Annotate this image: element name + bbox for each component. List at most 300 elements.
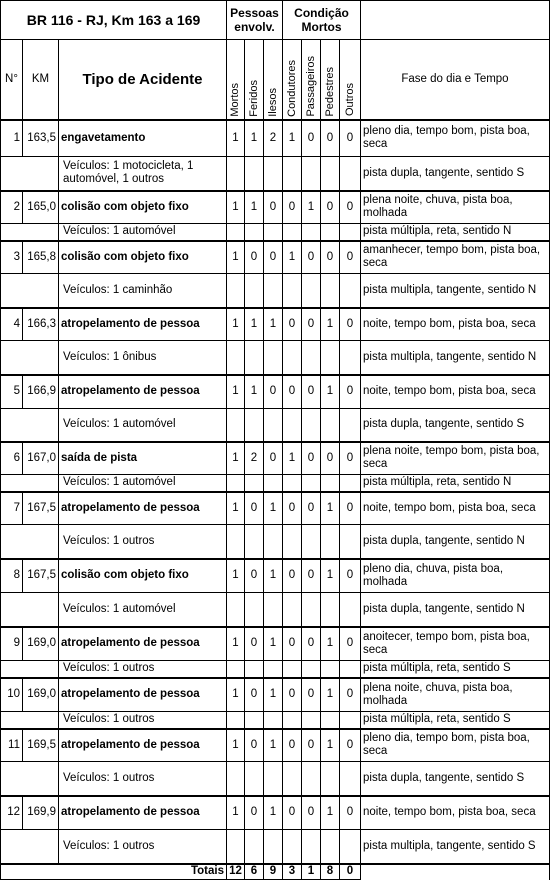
cell-km: 169,0 bbox=[23, 678, 59, 712]
cell-passageiros: 0 bbox=[302, 375, 321, 409]
cell-outros: 0 bbox=[340, 442, 361, 475]
total-ilesos: 9 bbox=[264, 864, 283, 880]
cell-fase: noite, tempo bom, pista boa, seca bbox=[361, 375, 550, 409]
blank-cell bbox=[227, 274, 245, 308]
cell-ilesos: 0 bbox=[264, 375, 283, 409]
cell-veiculos: Veículos: 1 motocicleta, 1 automóvel, 1 outros bbox=[59, 157, 227, 191]
blank-cell bbox=[340, 224, 361, 241]
total-mortos: 12 bbox=[227, 864, 245, 880]
cell-veiculos: Veículos: 1 outros bbox=[59, 661, 227, 678]
cell-veiculos: Veículos: 1 automóvel bbox=[59, 475, 227, 492]
cell-fase: plena noite, chuva, pista boa, molhada bbox=[361, 678, 550, 712]
cell-n: 10 bbox=[1, 678, 23, 712]
blank-cell bbox=[264, 409, 283, 442]
blank-cell bbox=[245, 830, 264, 864]
cell-tipo: atropelamento de pessoa bbox=[59, 492, 227, 525]
blank-cell bbox=[321, 157, 340, 191]
blank-cell bbox=[321, 762, 340, 796]
cell-veiculos: Veículos: 1 automóvel bbox=[59, 224, 227, 241]
blank-cell bbox=[1, 341, 59, 375]
blank-cell bbox=[227, 712, 245, 729]
table-subrow bbox=[1, 224, 550, 241]
cell-feridos: 1 bbox=[245, 375, 264, 409]
blank-cell bbox=[264, 661, 283, 678]
blank-cell bbox=[264, 475, 283, 492]
blank-cell bbox=[321, 661, 340, 678]
cell-n: 8 bbox=[1, 559, 23, 593]
blank-cell bbox=[302, 762, 321, 796]
cell-pista: pista multipla, tangente, sentido S bbox=[361, 830, 550, 864]
cell-pista: pista dupla, tangente, sentido S bbox=[361, 157, 550, 191]
cell-km: 169,9 bbox=[23, 796, 59, 830]
blank-cell bbox=[283, 224, 302, 241]
cell-ilesos: 1 bbox=[264, 729, 283, 762]
cell-km: 166,3 bbox=[23, 308, 59, 341]
table-subrow bbox=[1, 593, 550, 627]
blank-cell bbox=[321, 830, 340, 864]
blank-cell bbox=[302, 274, 321, 308]
blank-cell bbox=[340, 157, 361, 191]
cell-n: 6 bbox=[1, 442, 23, 475]
cell-feridos: 0 bbox=[245, 729, 264, 762]
cell-pedestres: 0 bbox=[321, 120, 340, 157]
cell-fase: noite, tempo bom, pista boa, seca bbox=[361, 308, 550, 341]
table-subrow bbox=[1, 274, 550, 308]
blank-cell bbox=[321, 593, 340, 627]
cell-n: 12 bbox=[1, 796, 23, 830]
cell-veiculos: Veículos: 1 outros bbox=[59, 762, 227, 796]
table-row bbox=[1, 442, 550, 475]
cell-pedestres: 1 bbox=[321, 492, 340, 525]
cell-fase: pleno dia, chuva, pista boa, molhada bbox=[361, 559, 550, 593]
cell-outros: 0 bbox=[340, 559, 361, 593]
cell-ilesos: 0 bbox=[264, 191, 283, 224]
header-passageiros: Passageiros bbox=[304, 55, 317, 117]
blank-cell bbox=[302, 525, 321, 559]
table-row bbox=[1, 308, 550, 341]
cell-mortos: 1 bbox=[227, 120, 245, 157]
blank-cell bbox=[302, 157, 321, 191]
cell-condutores: 0 bbox=[283, 375, 302, 409]
blank-cell bbox=[245, 274, 264, 308]
cell-ilesos: 0 bbox=[264, 241, 283, 274]
blank-cell bbox=[245, 409, 264, 442]
cell-outros: 0 bbox=[340, 678, 361, 712]
blank-cell bbox=[283, 762, 302, 796]
cell-veiculos: Veículos: 1 outros bbox=[59, 830, 227, 864]
table-subrow bbox=[1, 762, 550, 796]
total-cond: 3 bbox=[283, 864, 302, 880]
cell-mortos: 1 bbox=[227, 375, 245, 409]
cell-condutores: 0 bbox=[283, 191, 302, 224]
blank-cell bbox=[1, 712, 59, 729]
cell-veiculos: Veículos: 1 ônibus bbox=[59, 341, 227, 375]
blank-cell bbox=[227, 762, 245, 796]
cell-pista: pista multipla, tangente, sentido N bbox=[361, 341, 550, 375]
cell-km: 165,0 bbox=[23, 191, 59, 224]
cell-feridos: 2 bbox=[245, 442, 264, 475]
cell-tipo: engavetamento bbox=[59, 120, 227, 157]
cell-passageiros: 0 bbox=[302, 678, 321, 712]
cell-feridos: 0 bbox=[245, 492, 264, 525]
cell-km: 167,5 bbox=[23, 559, 59, 593]
cell-veiculos: Veículos: 1 outros bbox=[59, 525, 227, 559]
cell-pista: pista dupla, tangente, sentido S bbox=[361, 409, 550, 442]
cell-mortos: 1 bbox=[227, 796, 245, 830]
header-condutores: Condutores bbox=[285, 59, 298, 117]
blank-cell bbox=[1, 274, 59, 308]
table-subrow bbox=[1, 830, 550, 864]
cell-pedestres: 1 bbox=[321, 559, 340, 593]
blank-cell bbox=[302, 341, 321, 375]
cell-pista: pista dupla, tangente, sentido N bbox=[361, 525, 550, 559]
cell-pedestres: 1 bbox=[321, 308, 340, 341]
group-pessoas-header: Pessoas envolv. bbox=[227, 1, 283, 40]
blank-cell bbox=[1, 157, 59, 191]
cell-pedestres: 0 bbox=[321, 241, 340, 274]
blank-cell bbox=[302, 661, 321, 678]
blank-cell bbox=[1, 409, 59, 442]
cell-fase: noite, tempo bom, pista boa, seca bbox=[361, 492, 550, 525]
cell-tipo: atropelamento de pessoa bbox=[59, 627, 227, 661]
blank-cell bbox=[264, 712, 283, 729]
cell-tipo: colisão com objeto fixo bbox=[59, 241, 227, 274]
cell-outros: 0 bbox=[340, 729, 361, 762]
blank-cell bbox=[283, 475, 302, 492]
cell-mortos: 1 bbox=[227, 241, 245, 274]
blank-cell bbox=[264, 830, 283, 864]
table-title: BR 116 - RJ, Km 163 a 169 bbox=[1, 1, 227, 40]
blank-cell bbox=[321, 409, 340, 442]
cell-veiculos: Veículos: 1 caminhão bbox=[59, 274, 227, 308]
cell-pedestres: 1 bbox=[321, 678, 340, 712]
blank-cell bbox=[1, 661, 59, 678]
table-subrow bbox=[1, 157, 550, 191]
blank-cell bbox=[264, 762, 283, 796]
cell-veiculos: Veículos: 1 automóvel bbox=[59, 409, 227, 442]
cell-outros: 0 bbox=[340, 308, 361, 341]
blank-cell bbox=[245, 661, 264, 678]
cell-passageiros: 0 bbox=[302, 627, 321, 661]
table-row bbox=[1, 796, 550, 830]
cell-fase: amanhecer, tempo bom, pista boa, seca bbox=[361, 241, 550, 274]
total-pass: 1 bbox=[302, 864, 321, 880]
cell-pista: pista múltipla, reta, sentido S bbox=[361, 712, 550, 729]
cell-ilesos: 1 bbox=[264, 627, 283, 661]
cell-ilesos: 2 bbox=[264, 120, 283, 157]
header-n: N° bbox=[1, 40, 23, 120]
cell-tipo: atropelamento de pessoa bbox=[59, 729, 227, 762]
table-subrow bbox=[1, 409, 550, 442]
blank-cell bbox=[283, 157, 302, 191]
blank-cell bbox=[245, 593, 264, 627]
blank-cell bbox=[321, 224, 340, 241]
blank-cell bbox=[1, 475, 59, 492]
blank-cell bbox=[227, 593, 245, 627]
cell-feridos: 0 bbox=[245, 241, 264, 274]
cell-veiculos: Veículos: 1 automóvel bbox=[59, 593, 227, 627]
cell-mortos: 1 bbox=[227, 627, 245, 661]
blank-cell bbox=[321, 475, 340, 492]
blank-cell bbox=[1, 593, 59, 627]
cell-condutores: 0 bbox=[283, 627, 302, 661]
cell-tipo: colisão com objeto fixo bbox=[59, 559, 227, 593]
table-row bbox=[1, 729, 550, 762]
blank-cell bbox=[302, 830, 321, 864]
cell-n: 5 bbox=[1, 375, 23, 409]
table-row bbox=[1, 492, 550, 525]
cell-feridos: 1 bbox=[245, 191, 264, 224]
header-km: KM bbox=[23, 40, 59, 120]
cell-feridos: 1 bbox=[245, 308, 264, 341]
blank-cell bbox=[227, 157, 245, 191]
header-tipo: Tipo de Acidente bbox=[59, 40, 227, 120]
blank-cell bbox=[340, 593, 361, 627]
cell-mortos: 1 bbox=[227, 442, 245, 475]
cell-condutores: 1 bbox=[283, 442, 302, 475]
blank-cell bbox=[302, 475, 321, 492]
cell-ilesos: 1 bbox=[264, 492, 283, 525]
header-blank bbox=[361, 1, 550, 40]
cell-pista: pista dupla, tangente, sentido N bbox=[361, 593, 550, 627]
cell-tipo: atropelamento de pessoa bbox=[59, 308, 227, 341]
cell-mortos: 1 bbox=[227, 308, 245, 341]
cell-outros: 0 bbox=[340, 796, 361, 830]
cell-pista: pista múltipla, reta, sentido N bbox=[361, 475, 550, 492]
totals-row bbox=[1, 864, 550, 880]
table-subrow bbox=[1, 525, 550, 559]
blank-cell bbox=[283, 830, 302, 864]
cell-passageiros: 0 bbox=[302, 120, 321, 157]
cell-tipo: atropelamento de pessoa bbox=[59, 678, 227, 712]
cell-feridos: 0 bbox=[245, 559, 264, 593]
blank-cell bbox=[283, 409, 302, 442]
cell-km: 169,0 bbox=[23, 627, 59, 661]
table-row bbox=[1, 191, 550, 224]
cell-passageiros: 1 bbox=[302, 191, 321, 224]
cell-condutores: 0 bbox=[283, 678, 302, 712]
cell-feridos: 0 bbox=[245, 678, 264, 712]
header-pedestres: Pedestres bbox=[323, 66, 336, 117]
cell-pedestres: 1 bbox=[321, 729, 340, 762]
blank-cell bbox=[1, 762, 59, 796]
blank-cell bbox=[340, 830, 361, 864]
blank-cell bbox=[361, 864, 550, 880]
blank-cell bbox=[340, 712, 361, 729]
header-feridos: Feridos bbox=[247, 79, 260, 117]
blank-cell bbox=[321, 341, 340, 375]
totals-label: Totais bbox=[1, 864, 227, 880]
cell-outros: 0 bbox=[340, 492, 361, 525]
table-row bbox=[1, 678, 550, 712]
total-feridos: 6 bbox=[245, 864, 264, 880]
cell-n: 7 bbox=[1, 492, 23, 525]
blank-cell bbox=[283, 341, 302, 375]
cell-n: 2 bbox=[1, 191, 23, 224]
cell-condutores: 0 bbox=[283, 796, 302, 830]
total-ped: 8 bbox=[321, 864, 340, 880]
cell-n: 1 bbox=[1, 120, 23, 157]
blank-cell bbox=[245, 224, 264, 241]
cell-km: 169,5 bbox=[23, 729, 59, 762]
cell-pista: pista multipla, tangente, sentido N bbox=[361, 274, 550, 308]
cell-mortos: 1 bbox=[227, 678, 245, 712]
cell-veiculos: Veículos: 1 outros bbox=[59, 712, 227, 729]
cell-condutores: 0 bbox=[283, 308, 302, 341]
blank-cell bbox=[283, 661, 302, 678]
blank-cell bbox=[321, 525, 340, 559]
cell-pedestres: 0 bbox=[321, 442, 340, 475]
blank-cell bbox=[245, 762, 264, 796]
cell-km: 166,9 bbox=[23, 375, 59, 409]
cell-passageiros: 0 bbox=[302, 492, 321, 525]
blank-cell bbox=[1, 224, 59, 241]
blank-cell bbox=[245, 712, 264, 729]
blank-cell bbox=[321, 274, 340, 308]
cell-fase: pleno dia, tempo bom, pista boa, seca bbox=[361, 729, 550, 762]
cell-km: 167,0 bbox=[23, 442, 59, 475]
blank-cell bbox=[340, 341, 361, 375]
table-row bbox=[1, 120, 550, 157]
blank-cell bbox=[340, 475, 361, 492]
cell-pedestres: 0 bbox=[321, 191, 340, 224]
blank-cell bbox=[302, 712, 321, 729]
cell-mortos: 1 bbox=[227, 559, 245, 593]
cell-ilesos: 1 bbox=[264, 308, 283, 341]
cell-ilesos: 1 bbox=[264, 559, 283, 593]
blank-cell bbox=[227, 224, 245, 241]
blank-cell bbox=[264, 274, 283, 308]
cell-n: 3 bbox=[1, 241, 23, 274]
blank-cell bbox=[227, 525, 245, 559]
table-subrow bbox=[1, 341, 550, 375]
blank-cell bbox=[245, 525, 264, 559]
blank-cell bbox=[1, 830, 59, 864]
cell-pista: pista dupla, tangente, sentido S bbox=[361, 762, 550, 796]
blank-cell bbox=[302, 224, 321, 241]
cell-mortos: 1 bbox=[227, 729, 245, 762]
blank-cell bbox=[340, 762, 361, 796]
cell-fase: anoitecer, tempo bom, pista boa, seca bbox=[361, 627, 550, 661]
cell-fase: pleno dia, tempo bom, pista boa, seca bbox=[361, 120, 550, 157]
blank-cell bbox=[245, 157, 264, 191]
blank-cell bbox=[227, 341, 245, 375]
cell-condutores: 0 bbox=[283, 492, 302, 525]
cell-outros: 0 bbox=[340, 375, 361, 409]
blank-cell bbox=[340, 525, 361, 559]
header-mortos: Mortos bbox=[229, 82, 241, 117]
cell-condutores: 0 bbox=[283, 729, 302, 762]
blank-cell bbox=[264, 593, 283, 627]
cell-fase: noite, tempo bom, pista boa, seca bbox=[361, 796, 550, 830]
blank-cell bbox=[340, 274, 361, 308]
cell-outros: 0 bbox=[340, 191, 361, 224]
total-out: 0 bbox=[340, 864, 361, 880]
cell-km: 167,5 bbox=[23, 492, 59, 525]
blank-cell bbox=[245, 475, 264, 492]
table-subrow bbox=[1, 661, 550, 678]
blank-cell bbox=[264, 341, 283, 375]
header-outros: Outros bbox=[343, 83, 356, 117]
cell-condutores: 0 bbox=[283, 559, 302, 593]
cell-passageiros: 0 bbox=[302, 729, 321, 762]
cell-pista: pista múltipla, reta, sentido N bbox=[361, 224, 550, 241]
cell-n: 4 bbox=[1, 308, 23, 341]
group-condicao-header: Condição Mortos bbox=[283, 1, 361, 40]
blank-cell bbox=[283, 712, 302, 729]
table-subrow bbox=[1, 475, 550, 492]
blank-cell bbox=[264, 525, 283, 559]
table-row bbox=[1, 627, 550, 661]
header-ilesos: Ilesos bbox=[266, 87, 279, 117]
blank-cell bbox=[302, 593, 321, 627]
cell-pista: pista múltipla, reta, sentido S bbox=[361, 661, 550, 678]
blank-cell bbox=[227, 830, 245, 864]
cell-tipo: atropelamento de pessoa bbox=[59, 375, 227, 409]
blank-cell bbox=[283, 525, 302, 559]
blank-cell bbox=[227, 661, 245, 678]
cell-feridos: 0 bbox=[245, 796, 264, 830]
cell-tipo: colisão com objeto fixo bbox=[59, 191, 227, 224]
table-subrow bbox=[1, 712, 550, 729]
cell-n: 9 bbox=[1, 627, 23, 661]
blank-cell bbox=[264, 224, 283, 241]
blank-cell bbox=[321, 712, 340, 729]
cell-outros: 0 bbox=[340, 627, 361, 661]
cell-passageiros: 0 bbox=[302, 559, 321, 593]
cell-pedestres: 1 bbox=[321, 627, 340, 661]
cell-outros: 0 bbox=[340, 241, 361, 274]
cell-passageiros: 0 bbox=[302, 442, 321, 475]
cell-fase: plena noite, tempo bom, pista boa, seca bbox=[361, 442, 550, 475]
cell-ilesos: 1 bbox=[264, 678, 283, 712]
cell-km: 163,5 bbox=[23, 120, 59, 157]
blank-cell bbox=[283, 593, 302, 627]
blank-cell bbox=[340, 661, 361, 678]
blank-cell bbox=[340, 409, 361, 442]
cell-pedestres: 1 bbox=[321, 375, 340, 409]
cell-passageiros: 0 bbox=[302, 308, 321, 341]
blank-cell bbox=[1, 525, 59, 559]
table-row bbox=[1, 241, 550, 274]
cell-tipo: saída de pista bbox=[59, 442, 227, 475]
table-row bbox=[1, 375, 550, 409]
cell-passageiros: 0 bbox=[302, 241, 321, 274]
table-row bbox=[1, 559, 550, 593]
cell-condutores: 1 bbox=[283, 241, 302, 274]
cell-mortos: 1 bbox=[227, 492, 245, 525]
cell-pedestres: 1 bbox=[321, 796, 340, 830]
blank-cell bbox=[227, 409, 245, 442]
cell-condutores: 1 bbox=[283, 120, 302, 157]
header-fase: Fase do dia e Tempo bbox=[361, 40, 550, 120]
blank-cell bbox=[283, 274, 302, 308]
cell-feridos: 1 bbox=[245, 120, 264, 157]
cell-ilesos: 1 bbox=[264, 796, 283, 830]
blank-cell bbox=[227, 475, 245, 492]
cell-km: 165,8 bbox=[23, 241, 59, 274]
cell-tipo: atropelamento de pessoa bbox=[59, 796, 227, 830]
cell-outros: 0 bbox=[340, 120, 361, 157]
cell-n: 11 bbox=[1, 729, 23, 762]
cell-passageiros: 0 bbox=[302, 796, 321, 830]
blank-cell bbox=[264, 157, 283, 191]
cell-feridos: 0 bbox=[245, 627, 264, 661]
blank-cell bbox=[245, 341, 264, 375]
cell-ilesos: 0 bbox=[264, 442, 283, 475]
blank-cell bbox=[302, 409, 321, 442]
cell-fase: plena noite, chuva, pista boa, molhada bbox=[361, 191, 550, 224]
